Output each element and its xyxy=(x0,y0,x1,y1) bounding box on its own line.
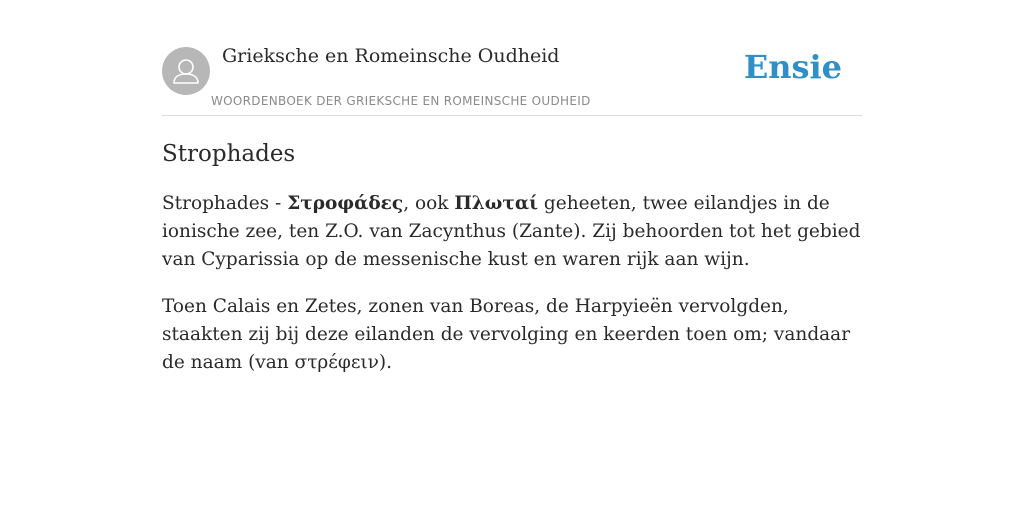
entry-lead: Strophades - xyxy=(162,193,288,214)
author-name[interactable]: Grieksche en Romeinsche Oudheid xyxy=(222,45,560,67)
entry-paragraph-2: Toen Calais en Zetes, zonen van Boreas, de Harpyieën vervolgden, staakten zij bij deze eilanden de vervolging en keerden toen om; vandaar de naam (van στρέφειν). xyxy=(162,296,851,373)
entry-paragraph-1 xyxy=(162,190,864,274)
entry-mid: , ook xyxy=(403,193,455,214)
greek-term-2: Πλωταί xyxy=(454,193,539,214)
brand-logo[interactable]: Ensie xyxy=(743,48,842,86)
entry-title: Strophades xyxy=(162,141,296,167)
entry-rest: geheeten, twee eilandjes in de ionische zee, ten Z.O. van Zacynthus (Zante). Zij behoorden tot het gebied van Cyparissia op de messenische kust en waren rijk aan wijn. xyxy=(162,193,861,270)
greek-term-1: Στροφάδες xyxy=(287,193,404,214)
avatar[interactable] xyxy=(162,47,210,95)
header xyxy=(162,40,862,116)
entry-content xyxy=(162,138,864,396)
dictionary-subtitle[interactable]: WOORDENBOEK DER GRIEKSCHE EN ROMEINSCHE OUDHEID xyxy=(211,94,591,108)
user-icon xyxy=(162,47,210,95)
